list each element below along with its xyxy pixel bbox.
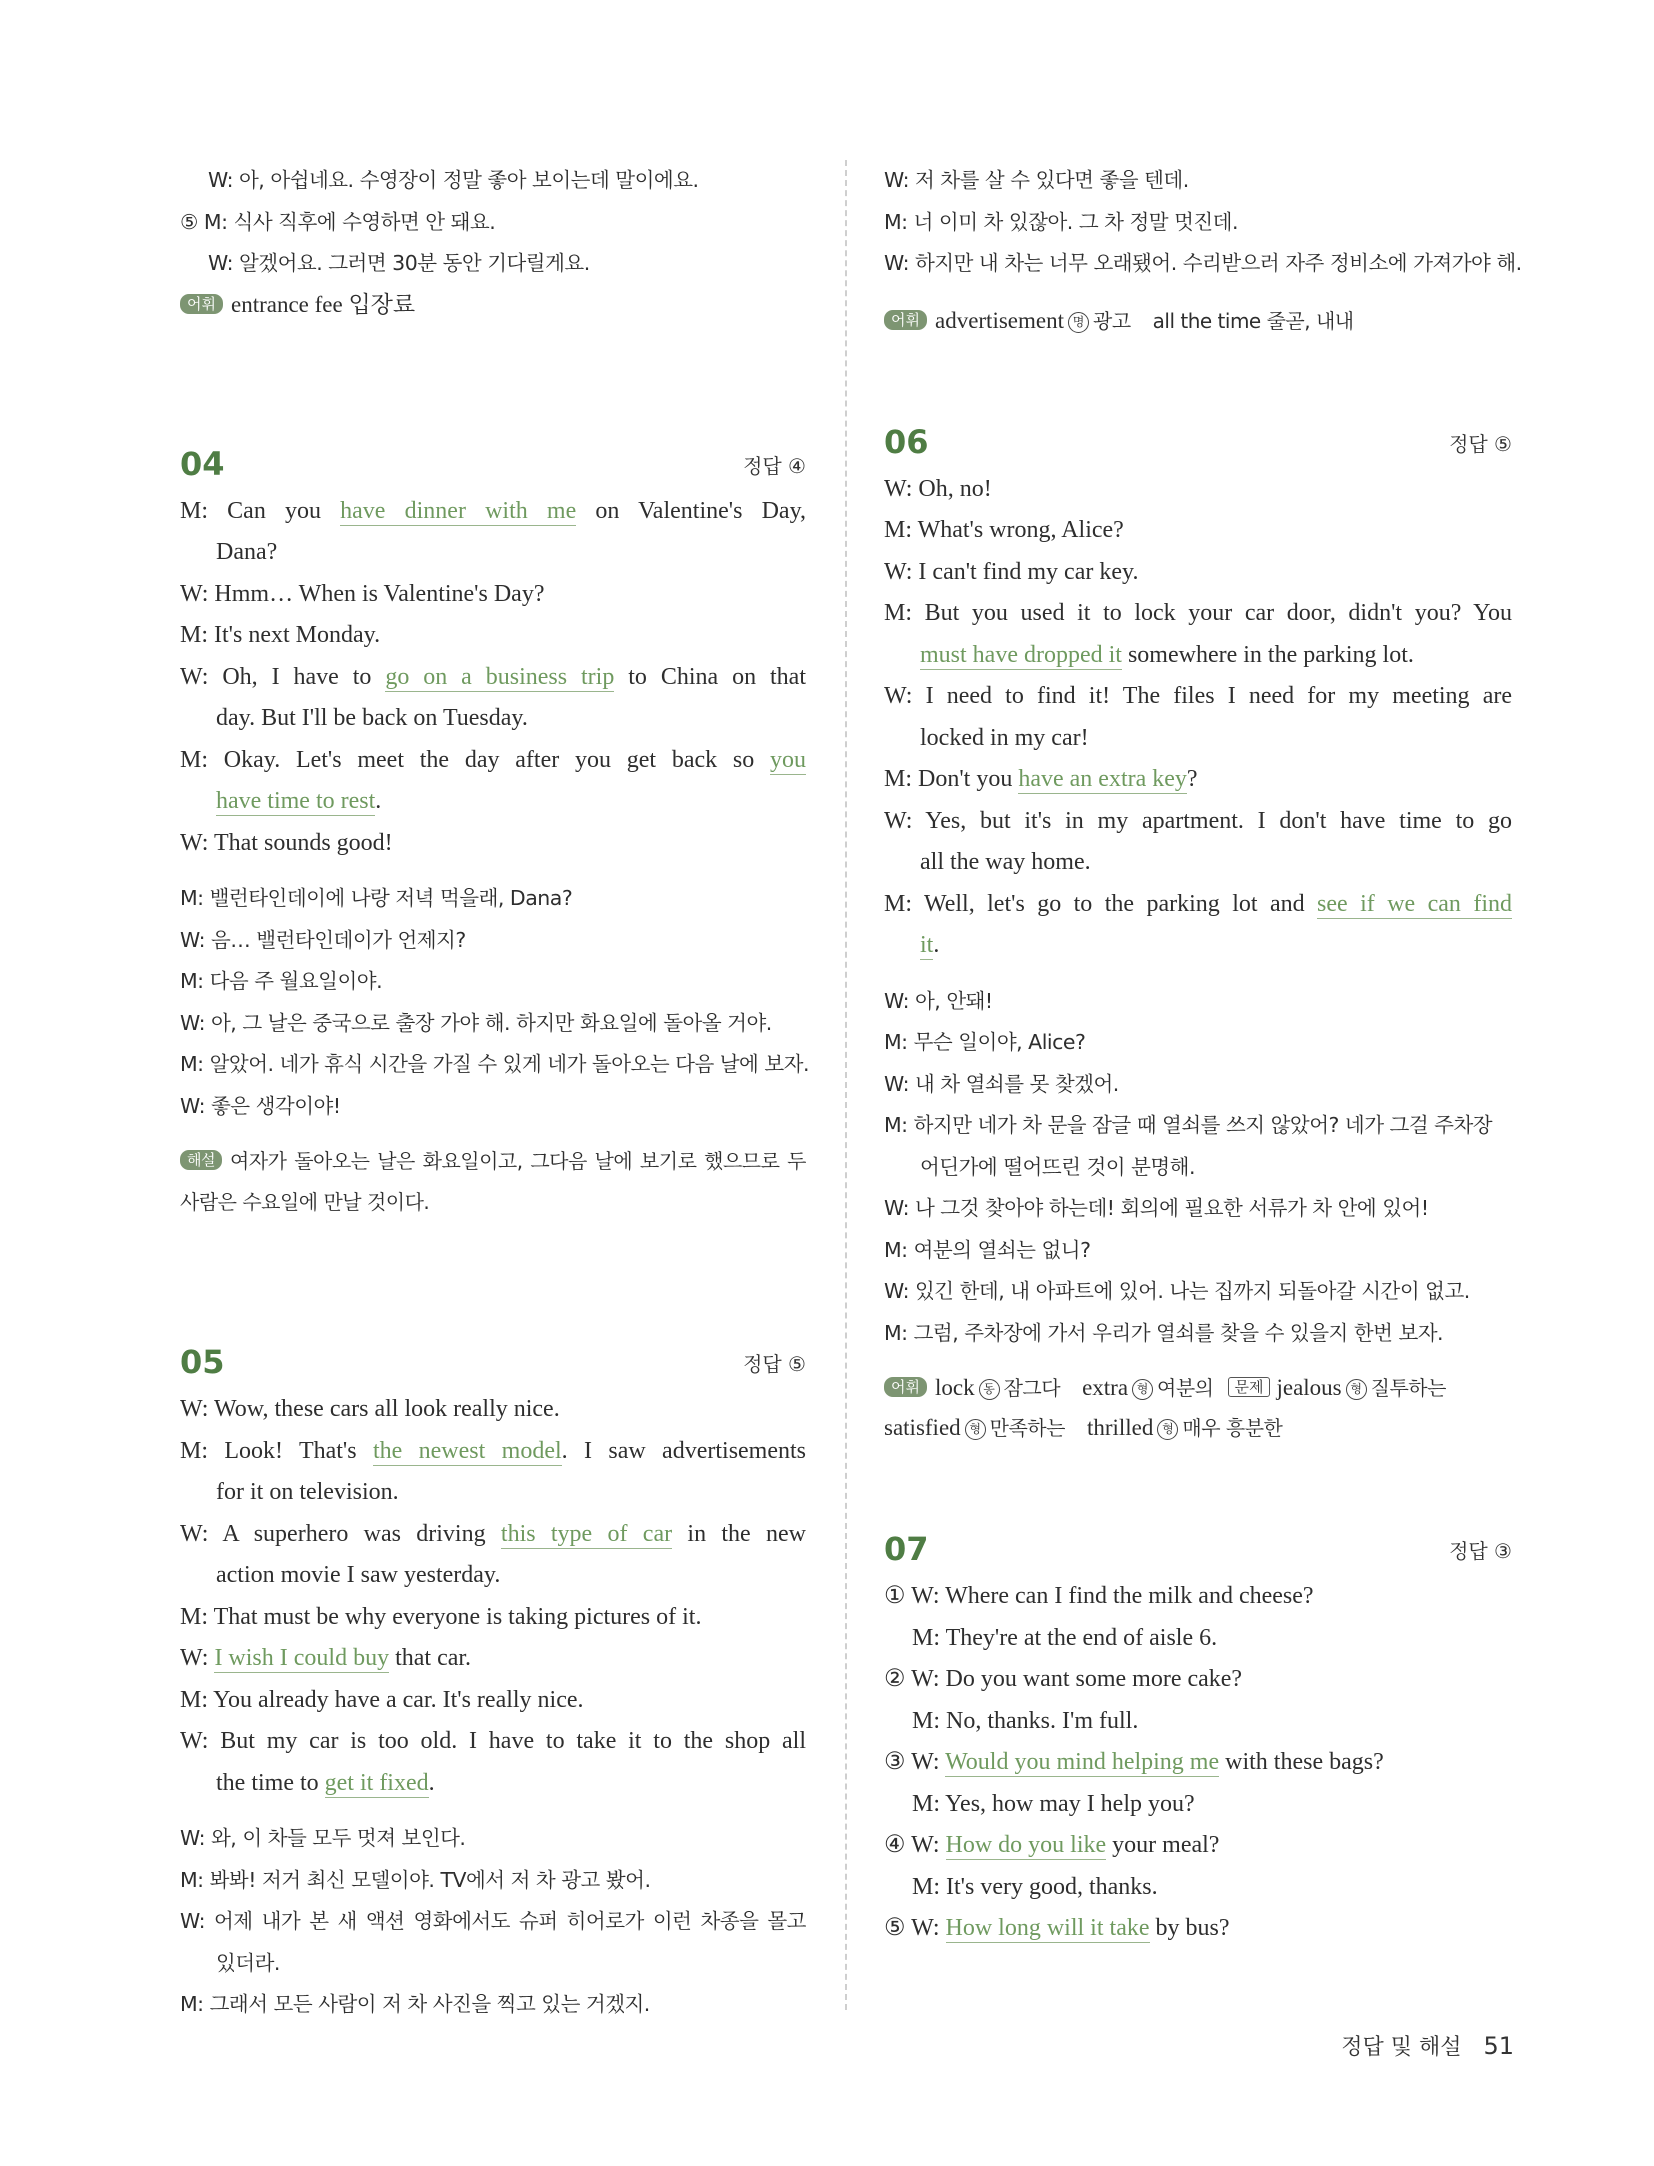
dialog-line: M: It's next Monday. [180, 622, 381, 648]
dialog-line: W: Oh, no! [884, 475, 992, 502]
question-number: 04 [180, 444, 225, 483]
question-header [884, 1518, 1512, 1576]
translation-line: M: 그럼, 주차장에 가서 우리가 열쇠를 찾을 수 있을지 한번 보자. [884, 1320, 1444, 1345]
problem-badge: 문제 [1228, 1377, 1271, 1397]
translation-line: M: 봐봐! 저거 최신 모델이야. TV에서 저 차 광고 봤어. [180, 1867, 651, 1892]
blank-answer: have an extra key [1018, 766, 1187, 792]
translation-line: W: 음… 밸런타인데이가 언제지? [180, 927, 466, 952]
question-header [180, 1331, 806, 1389]
translation-line: M: 너 이미 차 있잖아. 그 차 정말 멋진데. [884, 209, 1238, 234]
vocab-badge: 어휘 [180, 294, 223, 314]
adjective-icon: 형 [965, 1419, 986, 1440]
dialog-line: M: But you used it to lock your car door, didn't you? You [884, 600, 1512, 626]
dialog-line: Dana? [216, 539, 278, 565]
blank-answer: go on a business trip [385, 663, 615, 690]
translation-line: M: 하지만 네가 차 문을 잠글 때 열쇠를 쓰지 않았어? 네가 그걸 주차장 [884, 1113, 1493, 1137]
adjective-icon: 형 [1157, 1419, 1178, 1440]
dialog-line: it. [920, 932, 940, 958]
vocab-badge: 어휘 [884, 310, 927, 330]
answer-label: 정답 ③ [1449, 1539, 1512, 1563]
dialog-line: M: Look! That's the newest model. I saw advertisements [180, 1437, 807, 1464]
question-number: 06 [884, 422, 929, 461]
left-column [180, 160, 810, 2026]
blank-answer: How long will it take [945, 1915, 1150, 1941]
translation-line: W: 와, 이 차들 모두 멋져 보인다. [180, 1826, 466, 1850]
option-line: ① W: Where can I find the milk and cheese? [884, 1583, 1314, 1609]
dialog-line: W: I wish I could buy that car. [180, 1645, 472, 1671]
translation-line: M: 알았어. 네가 휴식 시간을 가질 수 있게 네가 돌아오는 다음 날에 보자. [180, 1052, 810, 1076]
adjective-icon: 형 [1132, 1379, 1153, 1400]
question-number: 07 [884, 1530, 929, 1568]
dialog-line: for it on television. [216, 1479, 399, 1505]
option-line: M: They're at the end of aisle 6. [912, 1624, 1218, 1651]
blank-answer: How do you like [945, 1832, 1107, 1858]
dialog-line: ⑤ M: 식사 직후에 수영하면 안 돼요. [180, 209, 496, 234]
answer-label: 정답 ⑤ [743, 1352, 806, 1376]
translation-line: W: 나 그것 찾아야 하는데! 회의에 필요한 서류가 차 안에 있어! [884, 1196, 1429, 1220]
translation-line: W: 내 차 열쇠를 못 찾겠어. [884, 1071, 1119, 1096]
translation-line: W: 좋은 생각이야! [180, 1093, 341, 1118]
question-header [884, 411, 1512, 469]
blank-answer: the newest model [372, 1437, 562, 1464]
vocab-badge: 어휘 [884, 1377, 927, 1397]
translation-line: W: 아, 안돼! [884, 988, 993, 1013]
noun-icon: 명 [1068, 312, 1089, 333]
dialog-line: the time to get it fixed. [216, 1769, 435, 1796]
translation-line: M: 여분의 열쇠는 없니? [884, 1237, 1091, 1262]
dialog-line: M: Well, let's go to the parking lot and see if we can find [884, 890, 1512, 917]
translation-line: M: 다음 주 월요일이야. [180, 969, 383, 993]
option-line: M: Yes, how may I help you? [912, 1790, 1195, 1817]
dialog-line: M: That must be why everyone is taking pictures of it. [180, 1603, 702, 1630]
dialog-line: W: 알겠어요. 그러면 30분 동안 기다릴게요. [208, 251, 590, 275]
dialog-line: W: Oh, I have to go on a business trip to China on that [180, 663, 806, 690]
dialog-line: must have dropped it somewhere in the parking lot. [920, 641, 1414, 668]
question-header [180, 433, 806, 491]
dialog-line: W: But my car is too old. I have to take it to the shop all [180, 1728, 806, 1754]
translation-line: W: 있긴 한데, 내 아파트에 있어. 나는 집까지 되돌아갈 시간이 없고. [884, 1279, 1470, 1303]
blank-answer: see if we can find [1317, 890, 1512, 917]
translation-line: M: 그래서 모든 사람이 저 차 사진을 찍고 있는 거겠지. [180, 1992, 650, 2016]
dialog-line: day. But I'll be back on Tuesday. [216, 705, 528, 731]
translation-line: W: 하지만 내 차는 너무 오래됐어. 수리받으러 자주 정비소에 가져가야 해. [884, 251, 1522, 275]
dialog-line: M: Okay. Let's meet the day after you get back so you [180, 746, 806, 773]
dialog-line: W: Wow, these cars all look really nice. [180, 1396, 560, 1422]
dialog-line: action movie I saw yesterday. [216, 1562, 501, 1588]
dialog-line: M: Can you have dinner with me on Valentine's Day, [180, 497, 807, 524]
dialog-line: W: That sounds good! [180, 829, 393, 856]
section-title: 정답 및 해설 [1341, 2035, 1462, 2060]
explanation: 해설 여자가 돌아오는 날은 화요일이고, 그다음 날에 보기로 했으므로 두 사람은 수요일에 만날 것이다. [180, 1149, 806, 1214]
blank-answer: this type of car [500, 1520, 673, 1547]
question-number: 05 [180, 1343, 225, 1381]
translation-line: W: 어제 내가 본 새 액션 영화에서도 슈퍼 히어로가 이런 차종을 몰고 [180, 1909, 806, 1933]
translation-line: 있더라. [216, 1950, 280, 1975]
dialog-line: W: A superhero was driving this type of car in the new [180, 1520, 806, 1547]
answer-label: 정답 ④ [743, 453, 806, 478]
dialog-line: W: Yes, but it's in my apartment. I don't have time to go [884, 807, 1512, 834]
right-column [884, 160, 1522, 1950]
vocab-note: 어휘 advertisement 명 광고 all the time 줄곧, 내내 [884, 301, 1512, 341]
blank-answer: must have dropped it [920, 641, 1122, 668]
vocab-note: satisfied 형 만족하는 thrilled 형 매우 흥분한 [884, 1415, 1283, 1440]
explanation-badge: 해설 [180, 1150, 222, 1170]
option-line: ⑤ W: How long will it take by bus? [884, 1915, 1230, 1941]
page-number: 51 [1483, 2032, 1514, 2060]
vocab-note: 어휘 entrance fee 입장료 [180, 285, 806, 325]
adjective-icon: 형 [1346, 1379, 1367, 1400]
dialog-line: W: Hmm… When is Valentine's Day? [180, 580, 545, 607]
translation-line: M: 무슨 일이야, Alice? [884, 1030, 1086, 1054]
column-divider [845, 160, 847, 2010]
translation-line: M: 밸런타인데이에 나랑 저녁 먹을래, Dana? [180, 886, 573, 910]
dialog-line: W: I can't find my car key. [884, 558, 1139, 585]
translation-line: W: 아, 그 날은 중국으로 출장 가야 해. 하지만 화요일에 돌아올 거야. [180, 1010, 772, 1035]
option-line: ② W: Do you want some more cake? [884, 1666, 1243, 1692]
vocab-note: 어휘 lock 동 잠그다 extra 형 여분의 문제 jealous 형 질투하는 [884, 1368, 1512, 1408]
dialog-line: W: I need to find it! The files I need for my meeting are [884, 683, 1512, 709]
dialog-line: M: Don't you have an extra key? [884, 766, 1198, 792]
dialog-line: all the way home. [920, 849, 1091, 875]
blank-answer: get it fixed [324, 1769, 429, 1796]
blank-answer: have dinner with me [340, 497, 577, 524]
translation-line: W: 저 차를 살 수 있다면 좋을 텐데. [884, 168, 1189, 192]
blank-answer: Would you mind helping me [945, 1749, 1220, 1775]
option-line: M: No, thanks. I'm full. [912, 1707, 1139, 1734]
translation-line: 어딘가에 떨어뜨린 것이 분명해. [920, 1154, 1196, 1179]
dialog-line: M: What's wrong, Alice? [884, 517, 1124, 543]
answer-label: 정답 ⑤ [1449, 431, 1512, 456]
blank-answer: I wish I could buy [214, 1645, 390, 1671]
page-footer [1341, 2030, 1514, 2061]
blank-answer: you [770, 746, 806, 773]
dialog-line: locked in my car! [920, 724, 1089, 751]
option-line: ③ W: Would you mind helping me with these bags? [884, 1749, 1384, 1775]
dialog-line: W: 아, 아쉽네요. 수영장이 정말 좋아 보이는데 말이에요. [208, 168, 699, 192]
blank-answer: have time to rest [216, 788, 376, 814]
blank-answer: it [920, 932, 934, 958]
dialog-line: have time to rest. [216, 788, 382, 814]
option-line: ④ W: How do you like your meal? [884, 1832, 1220, 1858]
verb-icon: 동 [979, 1379, 1000, 1400]
option-line: M: It's very good, thanks. [912, 1873, 1158, 1900]
dialog-line: M: You already have a car. It's really nice. [180, 1686, 584, 1713]
